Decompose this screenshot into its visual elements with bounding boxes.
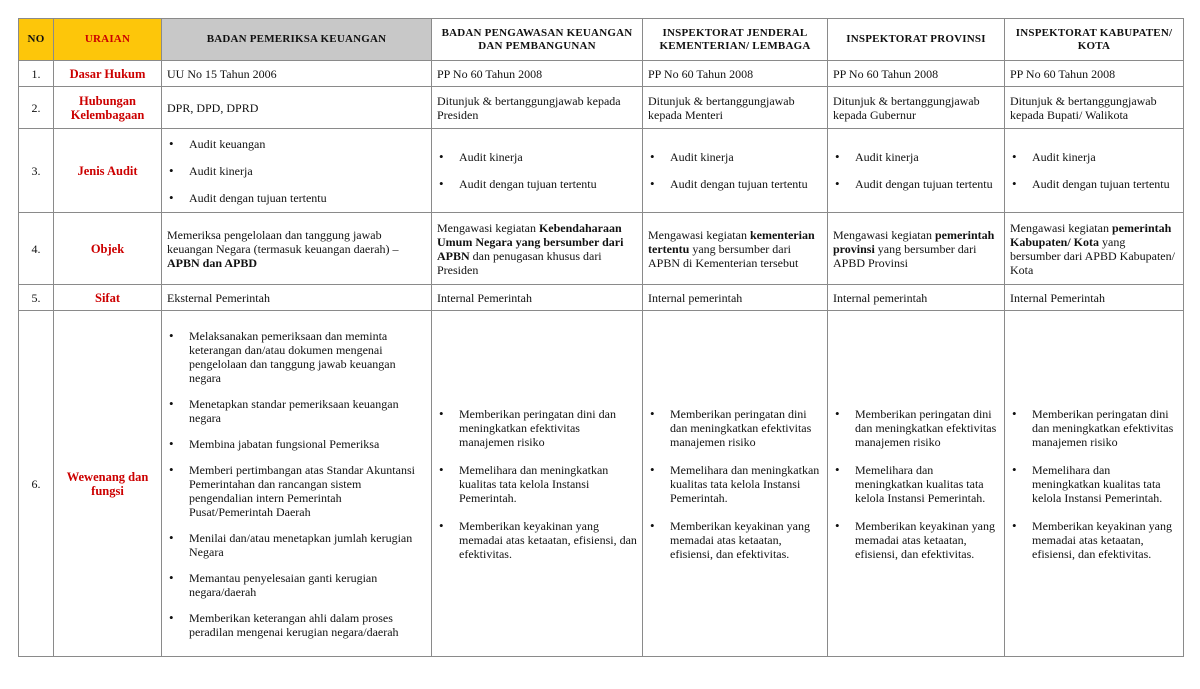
list-item: • Memantau penyelesaian ganti kerugian negara/daerah bbox=[189, 571, 426, 599]
list-item: • Menetapkan standar pemeriksaan keuangan negara bbox=[189, 397, 426, 425]
list-item: • Memberikan keyakinan yang memadai atas ketaatan, efisiensi, dan efektivitas. bbox=[855, 519, 999, 561]
cell-inspektorat-kabupaten: PP No 60 Tahun 2008 bbox=[1005, 61, 1184, 87]
list-item: • Memberikan keyakinan yang memadai atas ketaatan, efisiensi, dan efektivitas. bbox=[459, 519, 637, 561]
list-item: • Memelihara dan meningkatkan kualitas tata kelola Instansi Pemerintah. bbox=[1032, 463, 1178, 505]
cell-bpk bbox=[162, 213, 432, 285]
list-item: • Memberikan peringatan dini dan meningkatkan efektivitas manajemen risiko bbox=[670, 407, 822, 449]
list-item: • Audit kinerja bbox=[855, 150, 999, 164]
objek-emphasis: pemerintah Kabupaten/ Kota bbox=[1010, 220, 1172, 249]
objek-emphasis: pemerintah provinsi bbox=[833, 227, 995, 256]
list-item: • Memberikan peringatan dini dan meningkatkan efektivitas manajemen risiko bbox=[855, 407, 999, 449]
list-item: • Memberi pertimbangan atas Standar Akuntansi Pemerintahan dan rancangan sistem pengendalian intern Pemerintah Pusat/Pemerintah Daerah bbox=[189, 463, 426, 519]
list-item: • Audit dengan tujuan tertentu bbox=[459, 177, 637, 191]
cell-itjen: PP No 60 Tahun 2008 bbox=[643, 61, 828, 87]
row-number: 5. bbox=[19, 285, 54, 311]
list-item: • Memberikan keyakinan yang memadai atas ketaatan, efisiensi, dan efektivitas. bbox=[1032, 519, 1178, 561]
bullet-list bbox=[167, 137, 426, 205]
cell-bpkp: Internal Pemerintah bbox=[432, 285, 643, 311]
objek-text: Mengawasi kegiatan bbox=[1010, 220, 1109, 235]
cell-itjen: Ditunjuk & bertanggungjawab kepada Menteri bbox=[643, 87, 828, 129]
list-item: • Audit dengan tujuan tertentu bbox=[670, 177, 822, 191]
header-inspektorat-provinsi: INSPEKTORAT PROVINSI bbox=[828, 19, 1005, 61]
list-item: • Memelihara dan meningkatkan kualitas tata kelola Instansi Pemerintah. bbox=[459, 463, 637, 505]
row-objek bbox=[19, 213, 1184, 285]
cell-inspektorat-provinsi bbox=[828, 213, 1005, 285]
list-item: • Memelihara dan meningkatkan kualitas tata kelola Instansi Pemerintah. bbox=[855, 463, 999, 505]
row-number: 6. bbox=[19, 311, 54, 657]
row-hubungan-kelembagaan bbox=[19, 87, 1184, 129]
header-uraian: URAIAN bbox=[54, 19, 162, 61]
cell-itjen: Internal pemerintah bbox=[643, 285, 828, 311]
bullet-list bbox=[437, 150, 637, 191]
row-sifat bbox=[19, 285, 1184, 311]
cell-bpkp bbox=[432, 213, 643, 285]
cell-itjen bbox=[643, 213, 828, 285]
list-item: • Audit dengan tujuan tertentu bbox=[189, 191, 426, 205]
list-item: • Audit dengan tujuan tertentu bbox=[855, 177, 999, 191]
bullet-list bbox=[833, 150, 999, 191]
bullet-list bbox=[648, 150, 822, 191]
row-dasar-hukum bbox=[19, 61, 1184, 87]
objek-text: yang bersumber dari APBN di Kementerian tersebut bbox=[648, 241, 799, 270]
objek-text: Memeriksa pengelolaan dan tanggung jawab keuangan Negara (termasuk keuangan daerah) – bbox=[167, 227, 399, 256]
cell-inspektorat-kabupaten bbox=[1005, 311, 1184, 657]
bullet-list bbox=[1010, 150, 1178, 191]
cell-bpkp bbox=[432, 311, 643, 657]
list-item: • Audit dengan tujuan tertentu bbox=[1032, 177, 1178, 191]
row-number: 3. bbox=[19, 129, 54, 213]
list-item: • Membina jabatan fungsional Pemeriksa bbox=[189, 437, 426, 451]
cell-inspektorat-provinsi: Internal pemerintah bbox=[828, 285, 1005, 311]
row-label: Sifat bbox=[54, 285, 162, 311]
row-label: Dasar Hukum bbox=[54, 61, 162, 87]
bullet-list bbox=[648, 407, 822, 561]
objek-text: Mengawasi kegiatan bbox=[833, 227, 932, 242]
row-label: Objek bbox=[54, 213, 162, 285]
bullet-list bbox=[437, 407, 637, 561]
cell-bpk: Eksternal Pemerintah bbox=[162, 285, 432, 311]
cell-inspektorat-kabupaten: Ditunjuk & bertanggungjawab kepada Bupati/ Walikota bbox=[1005, 87, 1184, 129]
row-number: 1. bbox=[19, 61, 54, 87]
bullet-list bbox=[1010, 407, 1178, 561]
cell-inspektorat-kabupaten: Internal Pemerintah bbox=[1005, 285, 1184, 311]
list-item: • Memberikan peringatan dini dan meningkatkan efektivitas manajemen risiko bbox=[1032, 407, 1178, 449]
cell-inspektorat-provinsi bbox=[828, 311, 1005, 657]
objek-emphasis: Kebendaharaan Umum Negara yang bersumber dari APBN bbox=[437, 220, 624, 263]
cell-bpkp: PP No 60 Tahun 2008 bbox=[432, 61, 643, 87]
row-number: 4. bbox=[19, 213, 54, 285]
row-label: Hubungan Kelembagaan bbox=[54, 87, 162, 129]
list-item: • Audit kinerja bbox=[459, 150, 637, 164]
header-bpkp: BADAN PENGAWASAN KEUANGAN DAN PEMBANGUNAN bbox=[432, 19, 643, 61]
list-item: • Memberikan keterangan ahli dalam proses peradilan mengenai kerugian negara/daerah bbox=[189, 611, 426, 639]
objek-emphasis: APBN dan APBD bbox=[167, 255, 258, 270]
list-item: • Audit kinerja bbox=[189, 164, 426, 178]
cell-bpkp bbox=[432, 129, 643, 213]
list-item: • Memberikan keyakinan yang memadai atas ketaatan, efisiensi, dan efektivitas. bbox=[670, 519, 822, 561]
cell-bpk: DPR, DPD, DPRD bbox=[162, 87, 432, 129]
objek-text: Mengawasi kegiatan bbox=[648, 227, 747, 242]
list-item: • Memberikan peringatan dini dan meningkatkan efektivitas manajemen risiko bbox=[459, 407, 637, 449]
list-item: • Audit kinerja bbox=[1032, 150, 1178, 164]
cell-bpk bbox=[162, 129, 432, 213]
objek-text: Mengawasi kegiatan bbox=[437, 220, 536, 235]
header-row bbox=[19, 19, 1184, 61]
cell-inspektorat-kabupaten bbox=[1005, 213, 1184, 285]
comparison-table-wrapper bbox=[18, 18, 1184, 657]
row-label: Jenis Audit bbox=[54, 129, 162, 213]
list-item: • Audit kinerja bbox=[670, 150, 822, 164]
bullet-list bbox=[167, 329, 426, 639]
objek-text: yang bersumber dari APBD Kabupaten/ Kota bbox=[1010, 234, 1175, 277]
list-item: • Memelihara dan meningkatkan kualitas tata kelola Instansi Pemerintah. bbox=[670, 463, 822, 505]
objek-text: yang bersumber dari APBD Provinsi bbox=[833, 241, 977, 270]
cell-inspektorat-provinsi: Ditunjuk & bertanggungjawab kepada Gubernur bbox=[828, 87, 1005, 129]
list-item: • Audit keuangan bbox=[189, 137, 426, 151]
cell-itjen bbox=[643, 311, 828, 657]
row-jenis-audit bbox=[19, 129, 1184, 213]
header-inspektorat-kabupaten: INSPEKTORAT KABUPATEN/ KOTA bbox=[1005, 19, 1184, 61]
cell-inspektorat-provinsi bbox=[828, 129, 1005, 213]
header-itjen: INSPEKTORAT JENDERAL KEMENTERIAN/ LEMBAGA bbox=[643, 19, 828, 61]
header-bpk: BADAN PEMERIKSA KEUANGAN bbox=[162, 19, 432, 61]
cell-bpk: UU No 15 Tahun 2006 bbox=[162, 61, 432, 87]
objek-emphasis: kementerian tertentu bbox=[648, 227, 815, 256]
header-no: NO bbox=[19, 19, 54, 61]
row-number: 2. bbox=[19, 87, 54, 129]
list-item: • Melaksanakan pemeriksaan dan meminta keterangan dan/atau dokumen mengenai pengelolaan dan tanggung jawab keuangan negara bbox=[189, 329, 426, 385]
list-item: • Menilai dan/atau menetapkan jumlah kerugian Negara bbox=[189, 531, 426, 559]
cell-bpkp: Ditunjuk & bertanggungjawab kepada Presiden bbox=[432, 87, 643, 129]
cell-itjen bbox=[643, 129, 828, 213]
row-wewenang-dan-fungsi bbox=[19, 311, 1184, 657]
row-label: Wewenang dan fungsi bbox=[54, 311, 162, 657]
comparison-table bbox=[18, 18, 1184, 657]
objek-text: dan penugasan khusus dari Presiden bbox=[437, 248, 602, 277]
cell-inspektorat-kabupaten bbox=[1005, 129, 1184, 213]
bullet-list bbox=[833, 407, 999, 561]
cell-inspektorat-provinsi: PP No 60 Tahun 2008 bbox=[828, 61, 1005, 87]
cell-bpk bbox=[162, 311, 432, 657]
